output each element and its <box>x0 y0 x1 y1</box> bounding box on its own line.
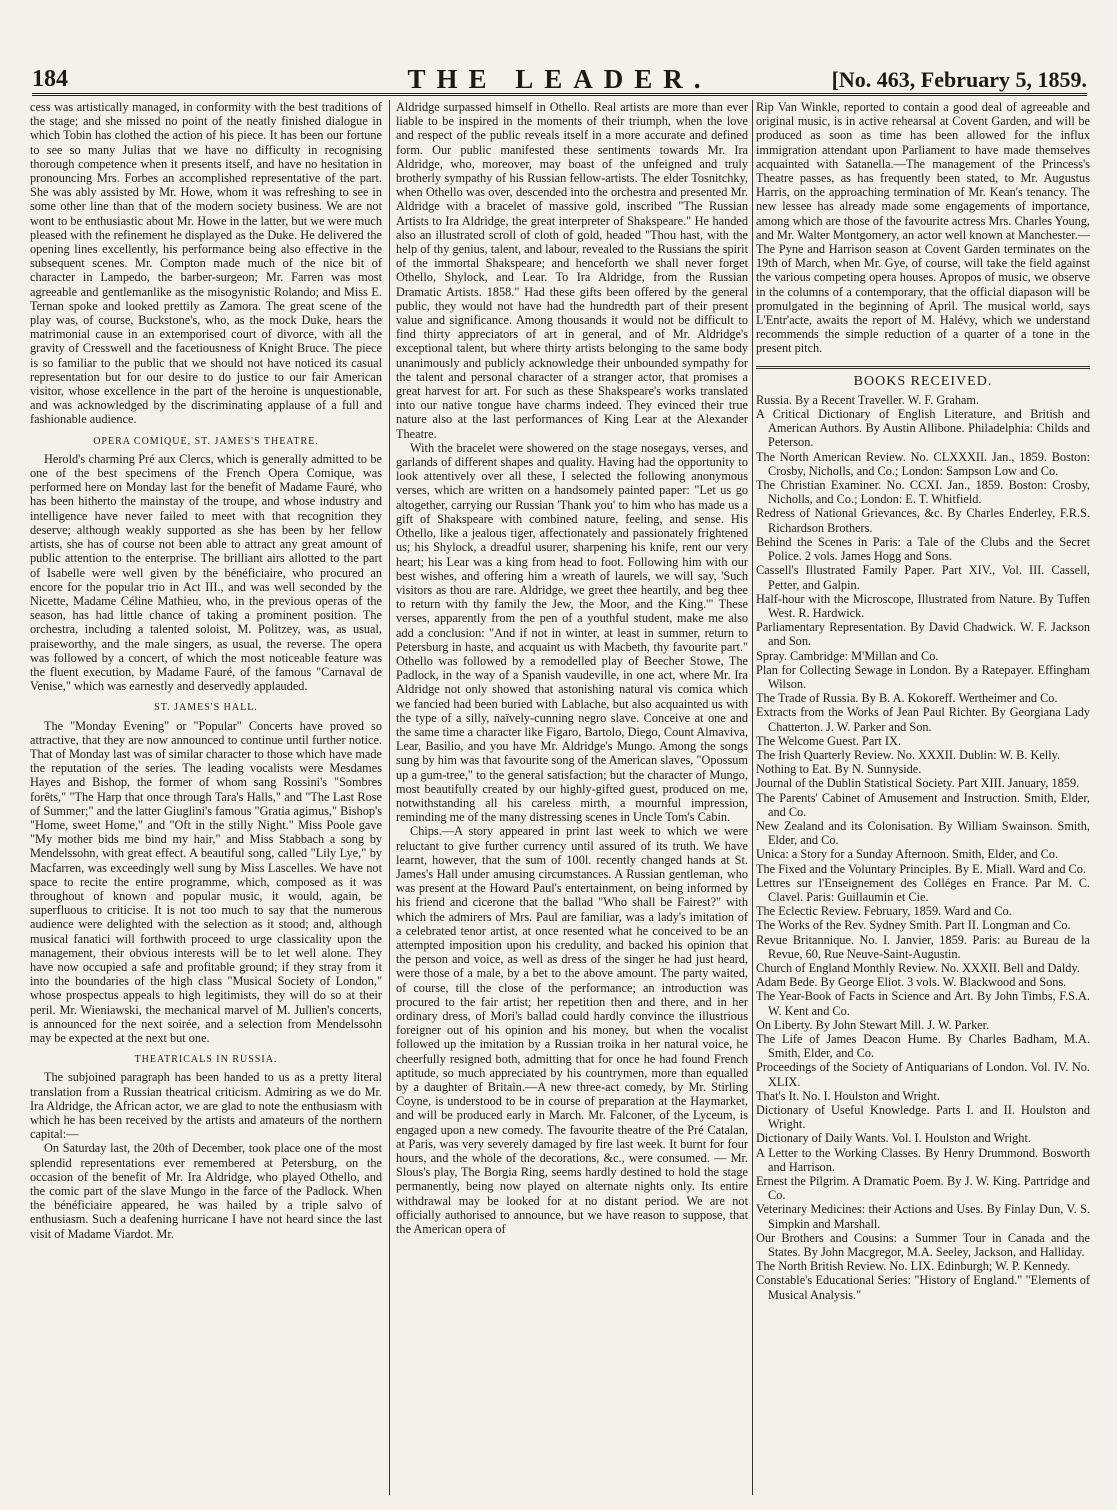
book-entry: The Parents' Cabinet of Amusement and Instruction. Smith, Elder, and Co. <box>756 790 1090 819</box>
paragraph: The subjoined paragraph has been handed to us as a pretty literal translation from a Russian theatrical criticism. Admiring as we do Mr. Ira Aldridge, the African actor, we are glad to note the enthusiasm with which he has been received by the artists and amateurs of the northern capital:— <box>30 1070 382 1142</box>
paragraph: Herold's charming Pré aux Clercs, which is generally admitted to be one of the best specimens of the French Opera Comique, was performed here on Monday last for the benefit of Madame Fauré, who has been hitherto the mainstay of the troupe, and whose industry and intelligence have never failed to meet with that recognition they deserve; although weakly supported as she has been by her fellow artists, she has of course not been able to attract any great amount of public attention to the enterprise. The brilliant airs allotted to the part of Isabelle were well given by the bénéficiaire, who procured an encore for the popular trio in Act III., and was well seconded by the Nicette, Madame Céline Mathieu, who, in the previous operas of the season, has had little chance of taking a prominent position. The orchestra, including a talented soloist, M. Politzey, was, as usual, praiseworthy, and the male singers, as usual, the reverse. The opera was followed by a concert, of which the most noticeable feature was the fluent execution, by Madame Fauré, of the famous "Carnaval de Venise," which was earnestly and deservedly applauded. <box>30 451 382 694</box>
section-heading-st-james-hall: ST. JAMES'S HALL. <box>154 702 258 714</box>
book-entry: Church of England Monthly Review. No. XXXII. Bell and Daldy. <box>756 960 1080 975</box>
paragraph: Aldridge surpassed himself in Othello. Real artists are more than ever liable to be inspired in the moments of their triumph, when the love and respect of the public reveals itself in a more accurate and defined form. Our public manifested these sentiments towards Mr. Ira Aldridge, who, moreover, may boast of the unfeigned and truly brotherly sympathy of his Russian fellow-artists. The elder Tosnitchky, when Othello was over, descended into the orchestra and presented Mr. Aldridge with a bracelet of massive gold, inscribed "The Russian Artists to Ira Aldridge, the great interpreter of Shakspeare." He handed also an illustrated scroll of cloth of gold, headed "Thou hast, with the help of thy genius, talent, and labour, revealed to the Russians the spirit of the immortal Shakspeare; and henceforth we shall never forget Othello, Shylock, and Lear. To Ira Aldridge, from the Russian Dramatic Artists. 1858." Had these gifts been offered by the general public, they would not have had the hundredth part of their present value and significance. Among thousands it would not be difficult to find thirty appreciators of art in general, and of Mr. Aldridge's exceptional talent, but where thirty artists belonging to the same body unanimously and publicly acknowledge their unbounded sympathy for the talent and personal character of a stranger actor, that promises a great harvest for art. For such as these Shakspeare's works translated into our native tongue have charms indeed. They evinced their true nature also at the last performances of King Lear at the Alexander Theatre. <box>396 100 748 441</box>
book-entry: A Letter to the Working Classes. By Henry Drummond. Bosworth and Harrison. <box>756 1145 1090 1174</box>
paragraph: cess was artistically managed, in conformity with the best traditions of the stage; and she missed no point of the neatly finished dialogue in which Tobin has clothed the action of his piece. It has been our fortune to see so many Julias that we have no difficulty in recognising thorough competence when it presents itself, and have no hesitation in pronouncing Mrs. Forbes an accomplished representative of the part. She was ably assisted by Mr. Howe, whom it was refreshing to see in some other line than that of the modern society business. We are not wont to be enthusiastic about Mr. Howe in the latter, but we were much pleased with the refinement he displayed as the Duke. He delivered the opening lines excellently, his performance being also effective in the subsequent scenes. Mr. Compton made much of the nice bit of character in Lampedo, the barber-surgeon; Mr. Farren was most agreeable and gentlemanlike as the misogynistic Rolando; and Miss E. Ternan spoke and looked prettily as Zamora. The great scene of the play was, of course, Buckstone's, who, as the mock Duke, hears the matrimonial cause in an extemporised court of divorce, with all the gravity of Cresswell and the facetiousness of Knight Bruce. The piece is so familiar to the public that we should not have noticed its casual representation but for our desire to do justice to our fair American visitor, whose excellence in the part of the heroine is unquestionable, and was acknowledged by the discriminating applause of a full and fashionable audience. <box>30 100 382 427</box>
book-entry: Cassell's Illustrated Family Paper. Part XIV., Vol. III. Cassell, Petter, and Galpin. <box>756 563 1090 592</box>
paragraph: With the bracelet were showered on the stage nosegays, verses, and garlands of different shapes and quality. Having had the opportunity to look attentively over all these, I selected the following anonymous verses, which are written on a handsomely painted paper: "Let us go altogether, carrying our Russian 'Thank you' to him who has made us a gift of Shakspeare with combined nature, feeling, and sense. His Othello, like a jealous tiger, affectionately and passionately frightened us; his Shylock, a dreadful usurer, sharpening his knife, rent our very heart; his Lear was a king from head to foot. Following him with our best wishes, and offering him a wreath of laurels, we will say, 'Such visitors as thou are rare. Aldridge, we greet thee heartily, and beg thee to return with thy family the Jew, the Moor, and the King.'" These verses, apparently from the pen of a youthful student, make me also add a conclusion: "And if not in winter, at least in summer, return to Petersburg in haste, and acquaint us with Macbeth, thy favourite part." Othello was followed by a remodelled play of Beecher Stowe, The Padlock, in the way of a Spanish vaudeville, in one act, where Mr. Ira Aldridge not only showed that astonishing natural vis comica which we fancied had been buried with Lablache, but also acquainted us with the type of a silly, naïvely-cunning negro slave. Conceive at one and the same time a character like Figaro, Bartolo, Diego, Count Almaviva, Lear, Basilio, and you have Mr. Aldridge's Mungo. Among the songs sung by him was that favourite song of the American slaves, "Opossum up a gum-tree," to the general satisfaction; but the character of Mungo, most beautifully created by our highly-gifted guest, produced on me, notwithstanding all his careless mirth, a mournful impression, reminding me of the many distressing scenes in Uncle Tom's Cabin. <box>396 440 748 825</box>
masthead-rule <box>32 93 1087 96</box>
column-2 <box>396 100 748 1500</box>
book-entry: Journal of the Dublin Statistical Society. Part XIII. January, 1859. <box>756 776 1080 791</box>
book-entry: Our Brothers and Cousins: a Summer Tour in Canada and the States. By John Macgregor, M.A. Seeley, Jackson, and Halliday. <box>756 1230 1090 1260</box>
book-entry: Constable's Educational Series: "History of England." "Elements of Musical Analysis." <box>756 1273 1090 1302</box>
book-entry: Ernest the Pilgrim. A Dramatic Poem. By J. W. King. Partridge and Co. <box>756 1174 1090 1203</box>
book-entry: Dictionary of Useful Knowledge. Parts I. and II. Houlston and Wright. <box>756 1103 1090 1132</box>
book-entry: Spray. Cambridge: M'Millan and Co. <box>756 648 939 663</box>
column-divider <box>752 100 753 1495</box>
paragraph: The "Monday Evening" or "Popular" Concerts have proved so attractive, that they are now announced to continue until further notice. That of Monday last was of similar character to those which have made the reputation of the series. The leading vocalists were Mesdames Hayes and Bishop, the former of whom sang Rossini's "Sombres forêts," "The Harp that once through Tara's Halls," and "The Last Rose of Summer;" and the latter Giuglini's famous "Gratia agimus," Bishop's "Home, sweet Home," and "Oft in the stilly Night." Miss Poole gave "My mother bids me bind my hair," and Miss Stabbach a song by Mendelssohn, with great effect. A beautiful song, called "Lily Lye," by Macfarren, was exceedingly well sung by Miss Lascelles. We have not space to recite the entire programme, which, composed as it was throughout of known and popular music, it would, again, be superfluous to criticise. It is not too much to say that the numerous audience were delighted with the selection as it stood; and, although musical fanatici will forthwith proceed to urge classicality upon the management, their obvious interests will be to let well alone. They have now occupied a safe and profitable ground; if they stray from it into the boundaries of the high class "Musical Society of London," whose prospectus appeals to high legitimists, they will do so at their peril. Mr. Wieniawski, the mechanical marvel of M. Jullien's concerts, is announced for the next soirée, and a selection from Mendelssohn may be expected at the next but one. <box>30 718 382 1045</box>
book-entry: The Fixed and the Voluntary Principles. By E. Miall. Ward and Co. <box>756 861 1086 876</box>
book-entry: On Liberty. By John Stewart Mill. J. W. Parker. <box>756 1017 990 1032</box>
book-entry: The North British Review. No. LIX. Edinburgh; W. P. Kennedy. <box>756 1259 1071 1274</box>
book-entry: The North American Review. No. CLXXXII. Jan., 1859. Boston: Crosby, Nicholls, and Co.; London: Sampson Low and Co. <box>756 449 1090 478</box>
book-entry: The Life of James Deacon Hume. By Charles Badham, M.A. Smith, Elder, and Co. <box>756 1032 1090 1061</box>
column-1 <box>30 100 382 1500</box>
book-entry: That's It. No. I. Houlston and Wright. <box>756 1088 940 1103</box>
books-received-heading: BOOKS RECEIVED. <box>853 373 993 389</box>
book-entry: Half-hour with the Microscope, Illustrated from Nature. By Tuffen West. R. Hardwick. <box>756 591 1090 620</box>
masthead <box>32 62 1087 102</box>
column-3 <box>756 100 1090 1500</box>
book-entry: The Eclectic Review. February, 1859. Ward and Co. <box>756 904 1012 919</box>
book-entry: Redress of National Grievances, &c. By Charles Enderley, F.R.S. Richardson Brothers. <box>756 506 1090 535</box>
book-entry: Dictionary of Daily Wants. Vol. I. Houlston and Wright. <box>756 1131 1031 1146</box>
book-entry: The Year-Book of Facts in Science and Art. By John Timbs, F.S.A. W. Kent and Co. <box>756 989 1090 1018</box>
book-entry: Revue Britannique. No. I. Janvier, 1859. Paris: au Bureau de la Revue, 60, Rue Neuve-Saint-Augustin. <box>756 932 1090 961</box>
book-entry: New Zealand and its Colonisation. By William Swainson. Smith, Elder, and Co. <box>756 818 1090 848</box>
section-heading-opera-comique: OPERA COMIQUE, ST. JAMES'S THEATRE. <box>93 435 319 447</box>
section-rule <box>756 368 1090 369</box>
section-heading-theatricals-russia: THEATRICALS IN RUSSIA. <box>134 1054 278 1066</box>
book-entry: The Welcome Guest. Part IX. <box>756 733 901 748</box>
issue-line: [No. 463, February 5, 1859. <box>831 67 1087 92</box>
book-entry: The Christian Examiner. No. CCXI. Jan., 1859. Boston: Crosby, Nicholls, and Co.; London: E. T. Whitfield. <box>756 478 1090 507</box>
book-entry: Lettres sur l'Enseignement des Colléges en France. Par M. C. Clavel. Paris: Guillaumin et Cie. <box>756 875 1090 904</box>
book-entry: Behind the Scenes in Paris: a Tale of the Clubs and the Secret Police. 2 vols. James Hogg and Sons. <box>756 534 1090 564</box>
paragraph: Chips.—A story appeared in print last week to which we were reluctant to give further currency until assured of its truth. We have learnt, however, that the sum of 100l. recently changed hands at St. James's Hall under amusing circumstances. A Russian gentleman, who was present at the Howard Paul's entertainment, on being informed by his friend and cicerone that the ballad "Who shall be Fairest?" with which the admirers of Mrs. Paul are familiar, was a lady's imitation of a celebrated tenor artist, at once resented what he conceived to be an attempted imposition upon his credulity, and backed his opinion that the person and voice, as well as dress of the singer he had just heard, were those of a male, by a bet to the above amount. The party waited, of course, till the close of the performance; an introduction was procured to the fair artist; her repetition then and there, and in her ordinary dress, of Mori's ballad could hardly convince the illustrious foreigner out of his opinion and his money, but when the vocalist followed up the imitation by a Russian troika in her natural voice, he cheerfully resigned both, admitting that for once he had found French aptitude, so much appreciated by his countrymen, more than equalled by a daughter of Britain.—A new three-act comedy, by Mr. Stirling Coyne, is understood to be in course of preparation at the Haymarket, and will be produced early in March. Mr. Falconer, of the Lyceum, is engaged upon a new comedy. The favourite theatre of the Pré Catalan, at Paris, was very severely damaged by fire last week. It burnt for four hours, and the whole of the decorations, &c., were consumed. — Mr. Slous's play, The Borgia Ring, seems hardly destined to hold the stage permanently, being now played on alternate nights only. Its entire withdrawal may be looked for at no distant period. We are not officially authorised to announce, but we have reason to suppose, that the American opera of <box>396 824 748 1237</box>
book-entry: The Irish Quarterly Review. No. XXXII. Dublin: W. B. Kelly. <box>756 747 1061 762</box>
column-divider <box>389 100 390 1495</box>
book-entry: The Trade of Russia. By B. A. Kokoreff. Wertheimer and Co. <box>756 691 1058 706</box>
book-entry: Russia. By a Recent Traveller. W. F. Graham. <box>756 392 980 407</box>
book-entry: Proceedings of the Society of Antiquarians of London. Vol. IV. No. XLIX. <box>756 1060 1090 1089</box>
section-rule <box>756 366 1090 367</box>
book-entry: The Works of the Rev. Sydney Smith. Part II. Longman and Co. <box>756 918 1071 933</box>
page-number: 184 <box>32 66 68 92</box>
paragraph: Rip Van Winkle, reported to contain a good deal of agreeable and original music, is in active rehearsal at Covent Garden, and will be produced as soon as time has been allowed for the influx immigration attendant upon Parliament to have made themselves acquainted with Satanella.—The management of the Princess's Theatre passes, as has frequently been stated, to Mr. Augustus Harris, on the approaching termination of Mr. Kean's tenancy. The new lessee has already made some engagements of importance, among which are those of the favourite actress Mrs. Charles Young, and Mr. Walter Montgomery, an actor well known at Manchester.—The Pyne and Harrison season at Covent Garden terminates on the 19th of March, when Mr. Gye, of course, will take the field against the various competing opera houses. Apropos of music, we observe in the columns of a contemporary, that the official diapason will be promulgated in the beginning of April. The musical world, says L'Entr'acte, awaits the report of M. Halévy, which we understand recommends the simple reduction of a quarter of a tone in the present pitch. <box>756 100 1090 356</box>
book-entry: Adam Bede. By George Eliot. 3 vols. W. Blackwood and Sons. <box>756 975 1067 990</box>
paper-title: THE LEADER. <box>407 64 712 94</box>
paragraph: On Saturday last, the 20th of December, took place one of the most splendid representations ever remembered at Petersburg, on the occasion of the benefit of Mr. Ira Aldridge, who played Othello, and the comic part of the slave Mungo in the farce of the Padlock. When the bénéficiaire appeared, he was hailed by a triple salvo of enthusiasm. Such a deafening hurricane I have not heard since the last visit of Madame Viardot. Mr. <box>30 1141 382 1241</box>
book-entry: Veterinary Medicines: their Actions and Uses. By Finlay Dun, V. S. Simpkin and Marshall. <box>756 1202 1090 1231</box>
book-entry: Parliamentary Representation. By David Chadwick. W. F. Jackson and Son. <box>756 620 1090 649</box>
book-entry: Unica: a Story for a Sunday Afternoon. Smith, Elder, and Co. <box>756 847 1059 862</box>
book-entry: A Critical Dictionary of English Literature, and British and American Authors. By Austin Allibone. Philadelphia: Childs and Peterson. <box>756 407 1090 450</box>
book-entry: Plan for Collecting Sewage in London. By a Ratepayer. Effingham Wilson. <box>756 662 1090 691</box>
books-list <box>756 393 1090 1302</box>
book-entry: Nothing to Eat. By N. Sunnyside. <box>756 762 922 777</box>
book-entry: Extracts from the Works of Jean Paul Richter. By Georgiana Lady Chatterton. J. W. Parker and Son. <box>756 705 1090 734</box>
